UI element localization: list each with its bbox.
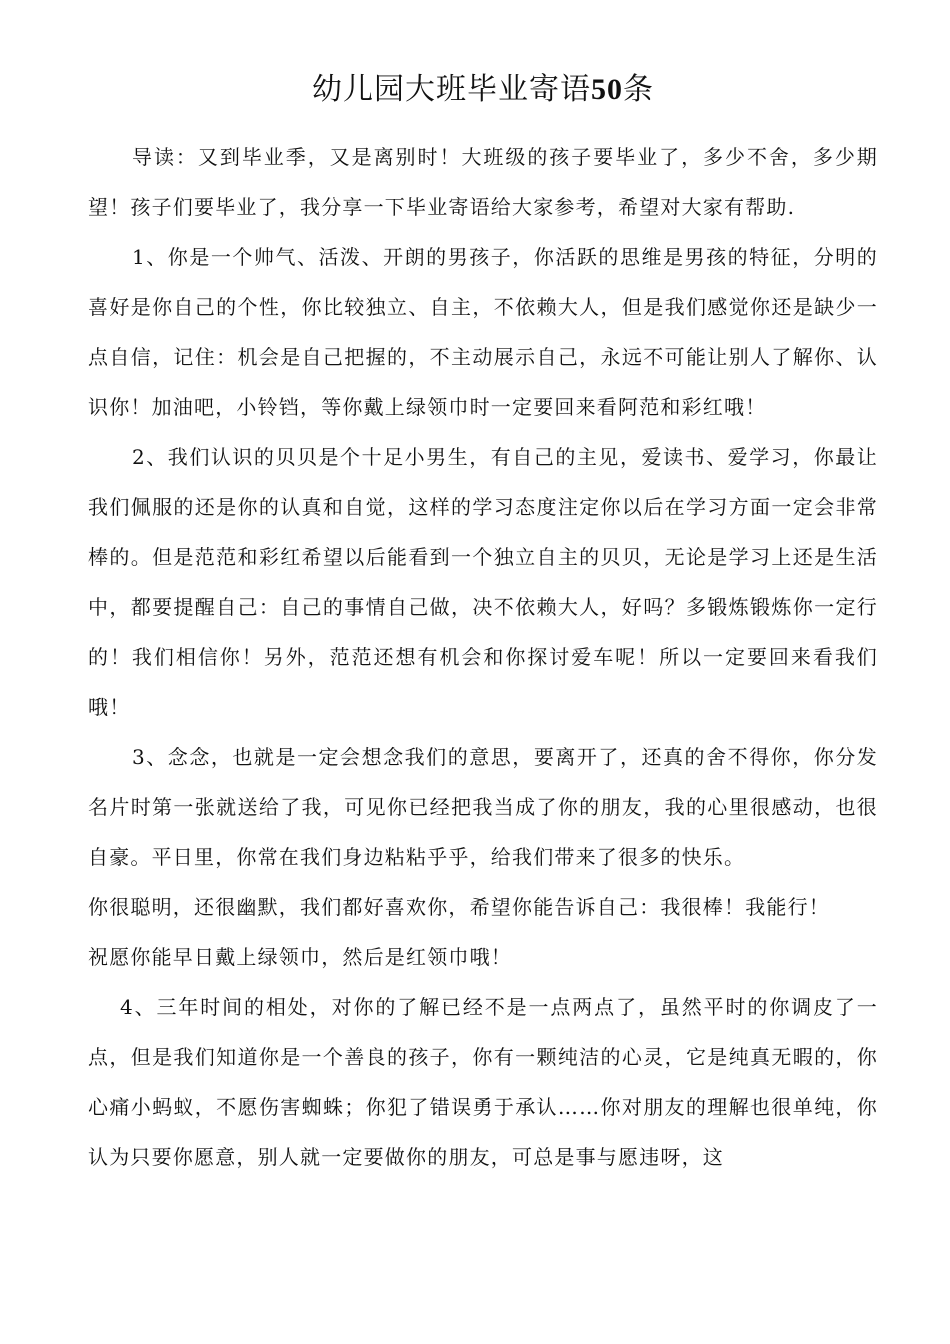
message-paragraph-3-continued: 你很聪明，还很幽默，我们都好喜欢你，希望你能告诉自己：我很棒！我能行！ — [88, 895, 830, 919]
message-paragraph-2: 2、我们认识的贝贝是个十足小男生，有自己的主见，爱读书、爱学习，你最让我们佩服的还是你的认真和自觉，这样的学习态度注定你以后在学习方面一定会非常棒的。但是范范和彩红希望以后能看到一个独立自主的贝贝，无论是学习上还是生活中，都要提醒自己：自己的事情自己做，决不依赖大人，好吗？多锻炼锻炼你一定行的！我们相信你！另外，范范还想有机会和你探讨爱车呢！所以一定要回来看我们哦！ — [88, 445, 878, 719]
message-paragraph-3: 3、念念，也就是一定会想念我们的意思，要离开了，还真的舍不得你，你分发名片时第一张就送给了我，可见你已经把我当成了你的朋友，我的心里很感动，也很自豪。平日里，你常在我们身边粘粘乎乎，给我们带来了很多的快乐。 — [88, 745, 878, 869]
document-page — [88, 70, 878, 1182]
title-text: 幼儿园大班毕业寄语 — [312, 72, 591, 107]
message-paragraph-1: 1、你是一个帅气、活泼、开朗的男孩子，你活跃的思维是男孩的特征，分明的喜好是你自己的个性，你比较独立、自主，不依赖大人，但是我们感觉你还是缺少一点自信，记住：机会是自己把握的，不主动展示自己，永远不可能让别人了解你、认识你！加油吧，小铃铛，等你戴上绿领巾时一定要回来看阿范和彩红哦！ — [88, 245, 878, 419]
title-number: 50 — [591, 73, 623, 106]
message-paragraph-4: 4、三年时间的相处，对你的了解已经不是一点两点了，虽然平时的你调皮了一点，但是我们知道你是一个善良的孩子，你有一颗纯洁的心灵，它是纯真无暇的，你心痛小蚂蚁，不愿伤害蜘蛛；你犯了错误勇于承认……你对朋友的理解也很单纯，你认为只要你愿意，别人就一定要做你的朋友，可总是事与愿违呀，这 — [88, 995, 878, 1169]
document-title — [88, 70, 878, 110]
intro-paragraph: 导读：又到毕业季，又是离别时！大班级的孩子要毕业了，多少不舍，多少期望！孩子们要毕业了，我分享一下毕业寄语给大家参考，希望对大家有帮助. — [88, 145, 878, 219]
title-suffix: 条 — [623, 72, 654, 107]
message-paragraph-3-closing: 祝愿你能早日戴上绿领巾，然后是红领巾哦！ — [88, 945, 512, 969]
